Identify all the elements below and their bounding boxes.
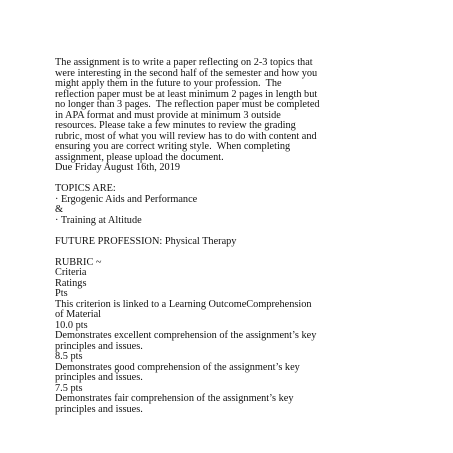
assignment-line: The assignment is to write a paper reflecting on 2-3 topics that [55,57,313,68]
rating-description: principles and issues. [55,372,143,383]
spacer [55,226,405,237]
rating-points: 10.0 pts [55,319,88,331]
rating-description: principles and issues. [55,340,143,352]
assignment-line: assignment, please upload the document. [55,151,224,163]
rating-description: Demonstrates good comprehension of the assignment’s key [55,361,300,373]
assignment-line: resources. Please take a few minutes to review the grading [55,120,296,131]
rating-description: principles and issues. [55,403,143,415]
rating-points: 8.5 pts [55,351,83,362]
rating-points: 7.5 pts [55,382,83,394]
assignment-line: were interesting in the second half of the semester and how you [55,67,318,79]
assignment-line: in APA format and must provide at minimum 3 outside [55,109,281,121]
assignment-line: might apply them in the future to your profession. The [55,78,282,89]
rubric-heading: RUBRIC ~ [55,256,102,268]
rating-description: Demonstrates fair comprehension of the assignment’s key [55,393,294,404]
future-profession: FUTURE PROFESSION: Physical Therapy [55,235,237,247]
topic-separator: & [55,204,64,215]
topics-heading: TOPICS ARE: [55,183,116,194]
assignment-line: rubric, most of what you will review has to do with content and [55,130,317,142]
rubric-criterion: This criterion is linked to a Learning OutcomeComprehension [55,298,312,310]
rating-description: Demonstrates excellent comprehension of the assignment’s key [55,330,317,341]
topic-item: · Training at Altitude [55,214,142,226]
rubric-ratings-label: Ratings [55,277,87,289]
topic-item: · Ergogenic Aids and Performance [55,193,198,205]
spacer [55,247,405,258]
assignment-line: reflection paper must be at least minimum 2 pages in length but [55,88,318,100]
document-body [55,58,405,415]
rubric-pts-label: Pts [55,288,68,299]
due-date: Due Friday August 16th, 2019 [55,162,180,173]
assignment-line: ensuring you are correct writing style. When completing [55,141,291,152]
rubric-criteria-label: Criteria [55,267,87,278]
assignment-line: no longer than 3 pages. The reflection paper must be completed [55,99,320,110]
rubric-criterion: of Material [55,309,102,320]
